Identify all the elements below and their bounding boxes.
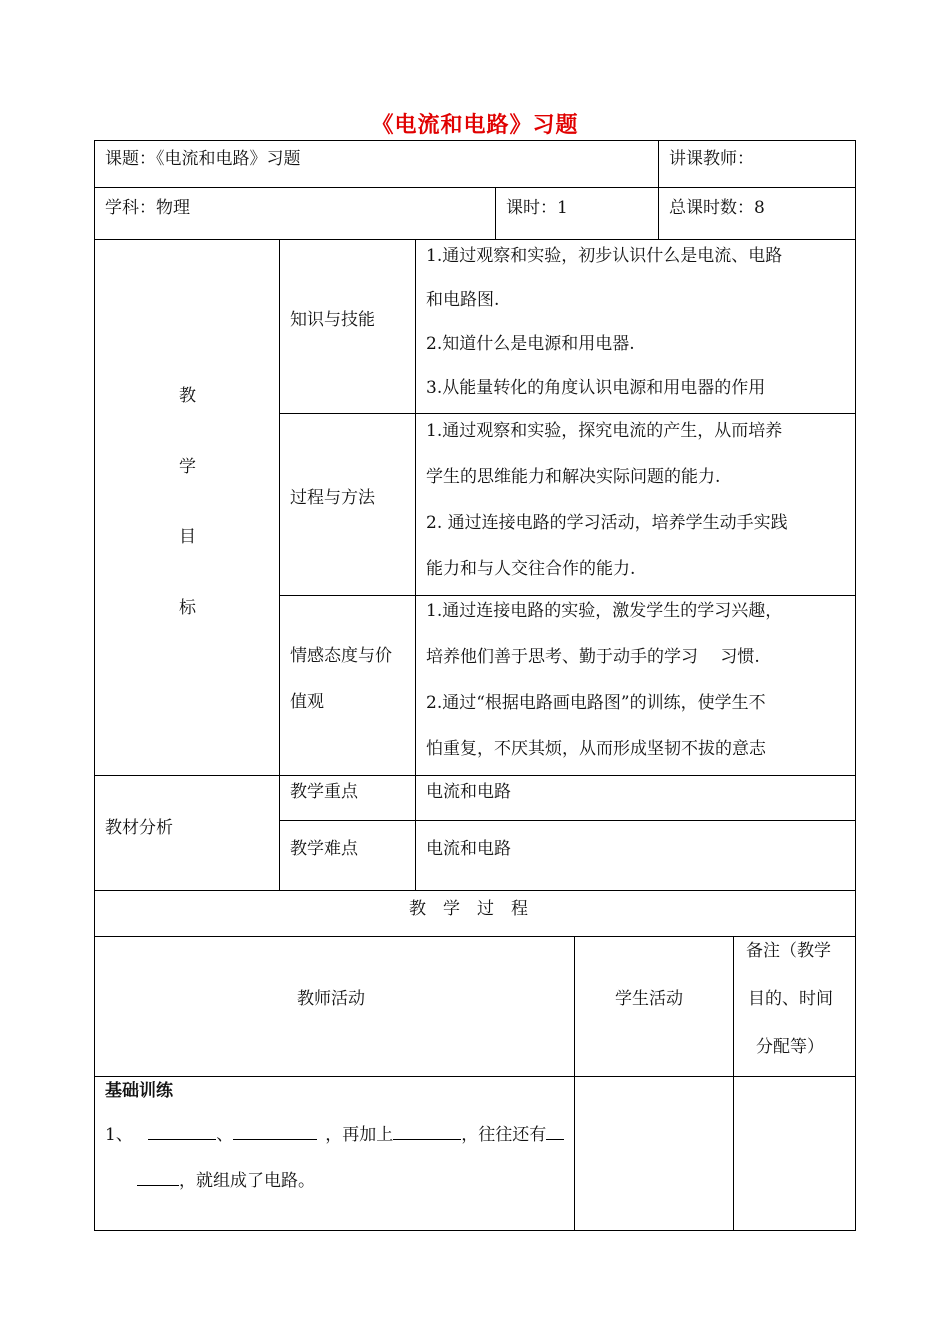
objectives-side-cell [94,239,280,776]
objective-3-line-4: 怕重复，不厌其烦，从而形成坚韧不拔的意志 [426,739,766,759]
q1-end-text: ，就组成了电路。 [179,1171,315,1191]
difficult-label: 教学难点 [290,839,358,859]
objective-label-cell-3 [279,595,416,776]
objective-1-line-1: 1.通过观察和实验，初步认识什么是电流、电路 [426,246,783,266]
objectives-char-2: 学 [179,457,196,477]
subject-cell [94,187,496,240]
q1-blank-4b[interactable] [137,1169,179,1186]
remarks-line-3: 分配等） [756,1037,824,1057]
objective-3-line-2: 培养他们善于思考、勤于动手的学习 习惯. [426,647,760,667]
teacher-activity-header [94,936,575,1077]
objective-2-line-4: 能力和与人交往合作的能力. [426,559,636,579]
topic-label: 课题：《电流和电路》习题 [105,149,301,169]
objective-text-cell-3 [415,595,856,776]
q1-blank-2[interactable] [233,1123,317,1140]
q1-blank-1[interactable] [148,1123,216,1140]
student-activity-header [574,936,734,1077]
key-value: 电流和电路 [426,782,511,802]
q1-mid-text: ，再加上 [325,1125,394,1145]
topic-cell [94,140,659,188]
exercise-cell [94,1076,575,1231]
objective-label-cell-1 [279,239,416,414]
exercise-remarks-cell [733,1076,856,1231]
objective-label-2: 过程与方法 [290,488,375,508]
total-label: 总课时数：8 [669,198,765,218]
objective-label-3a: 情感态度与价 [290,646,392,666]
student-activity-label: 学生活动 [615,989,683,1009]
remarks-line-2: 目的、时间 [748,989,833,1009]
objective-2-line-2: 学生的思维能力和解决实际问题的能力. [426,467,721,487]
key-value-cell [415,775,856,821]
objective-label-3b: 值观 [290,692,324,712]
q1-number: 1、 [105,1125,133,1145]
remarks-header [733,936,856,1077]
objective-label-cell-2 [279,413,416,596]
process-heading-cell [94,890,856,937]
exercise-title: 基础训练 [105,1081,173,1101]
objective-text-cell-1 [415,239,856,414]
difficult-label-cell [279,820,416,891]
q1-mid-text-2: ，往往还有 [461,1125,547,1145]
objective-text-3 [426,588,849,772]
teacher-cell [658,140,856,188]
objectives-char-4: 标 [179,598,196,618]
objective-label-1: 知识与技能 [290,310,375,330]
exercise-student-cell [574,1076,734,1231]
teacher-label: 讲课教师： [669,149,754,169]
objective-text-cell-2 [415,413,856,596]
process-heading: 教 学 过 程 [409,899,528,919]
objective-1-line-3: 2.知道什么是电源和用电器. [426,334,635,354]
objective-3-line-3: 2.通过“根据电路画电路图”的训练，使学生不 [426,693,766,713]
objective-1-line-2: 和电路图. [426,290,500,310]
q1-blank-4a[interactable] [546,1123,564,1140]
difficult-value: 电流和电路 [426,839,511,859]
key-label: 教学重点 [290,782,358,802]
page-title: 《电流和电路》习题 [371,113,579,138]
objectives-char-3: 目 [179,527,196,547]
objective-1-line-4: 3.从能量转化的角度认识电源和用电器的作用 [426,378,766,398]
exercise-q1-line-1 [105,1123,564,1147]
remarks-line-1: 备注（教学 [746,941,831,961]
analysis-label: 教材分析 [105,818,173,838]
period-label: 课时：1 [506,198,568,218]
q1-blank-3[interactable] [393,1123,461,1140]
objective-2-line-1: 1.通过观察和实验，探究电流的产生，从而培养 [426,421,783,441]
exercise-q1-line-2 [137,1169,315,1193]
objective-text-2 [426,408,849,592]
q1-separator: 、 [216,1125,234,1145]
objectives-char-1: 教 [179,386,196,406]
total-cell [658,187,856,240]
period-cell [495,187,659,240]
subject-label: 学科：物理 [105,198,190,218]
analysis-cell [94,775,280,891]
objective-3-line-1: 1.通过连接电路的实验，激发学生的学习兴趣， [426,601,783,621]
teacher-activity-label: 教师活动 [297,989,365,1009]
objective-2-line-3: 2. 通过连接电路的学习活动，培养学生动手实践 [426,513,788,533]
difficult-value-cell [415,820,856,891]
key-label-cell [279,775,416,821]
objective-text-1 [426,234,849,410]
